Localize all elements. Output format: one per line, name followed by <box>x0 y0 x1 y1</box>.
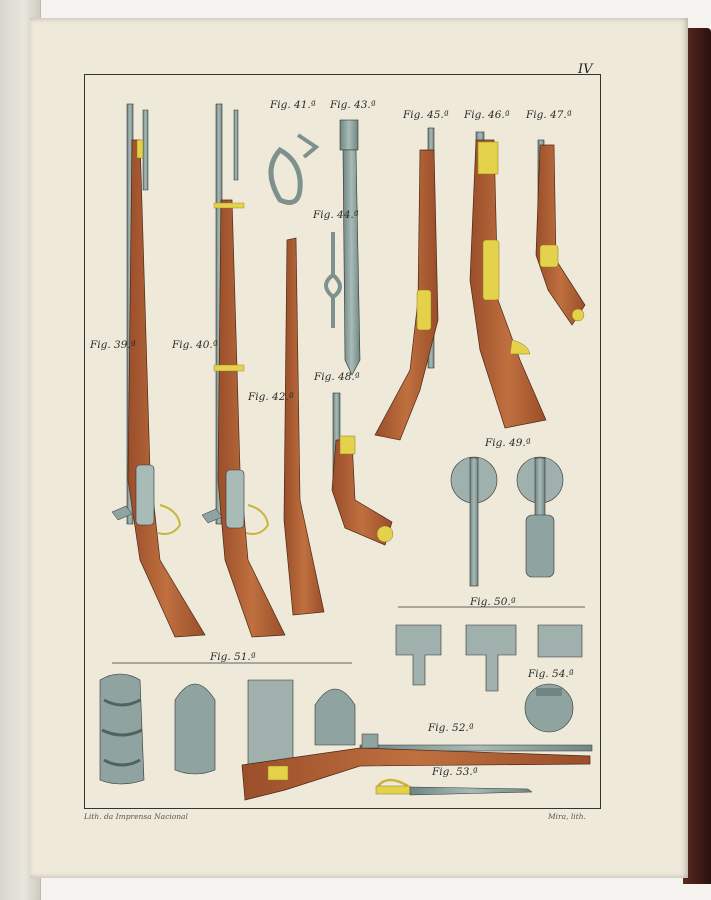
label-fig51: Fig. 51.ª <box>210 651 256 663</box>
ring-fig41 <box>271 135 316 203</box>
imprint-right: Mira, lith. <box>548 812 586 821</box>
label-fig54: Fig. 54.ª <box>528 668 574 680</box>
label-fig47: Fig. 47.ª <box>526 109 572 121</box>
label-fig52: Fig. 52.ª <box>428 722 474 734</box>
label-fig46: Fig. 46.ª <box>464 109 510 121</box>
label-fig41: Fig. 41.ª <box>270 99 316 111</box>
label-fig44: Fig. 44.ª <box>313 209 359 221</box>
pistol-fig47 <box>536 140 585 325</box>
pistol-fig48 <box>332 393 393 545</box>
label-fig53: Fig. 53.ª <box>432 766 478 778</box>
bayonet-fig53 <box>376 780 532 795</box>
label-fig49: Fig. 49.ª <box>485 437 531 449</box>
carbine-fig46 <box>470 132 546 428</box>
plate-number: IV <box>578 62 593 77</box>
label-fig48: Fig. 48.ª <box>314 371 360 383</box>
label-fig39: Fig. 39.ª <box>90 339 136 351</box>
label-fig50: Fig. 50.ª <box>470 596 516 608</box>
discs-fig49 <box>451 457 563 586</box>
musket-fig45 <box>375 128 438 440</box>
imprint-left: Lith. da Imprensa Nacional <box>84 812 188 821</box>
bayonet-fig43 <box>340 120 360 375</box>
hook-fig44 <box>326 232 340 328</box>
musket-fig39 <box>112 104 205 637</box>
stock-fig42 <box>284 238 324 615</box>
label-fig45: Fig. 45.ª <box>403 109 449 121</box>
ball-fig54 <box>525 684 573 732</box>
label-fig40: Fig. 40.ª <box>172 339 218 351</box>
label-fig43: Fig. 43.ª <box>330 99 376 111</box>
label-fig42: Fig. 42.ª <box>248 391 294 403</box>
